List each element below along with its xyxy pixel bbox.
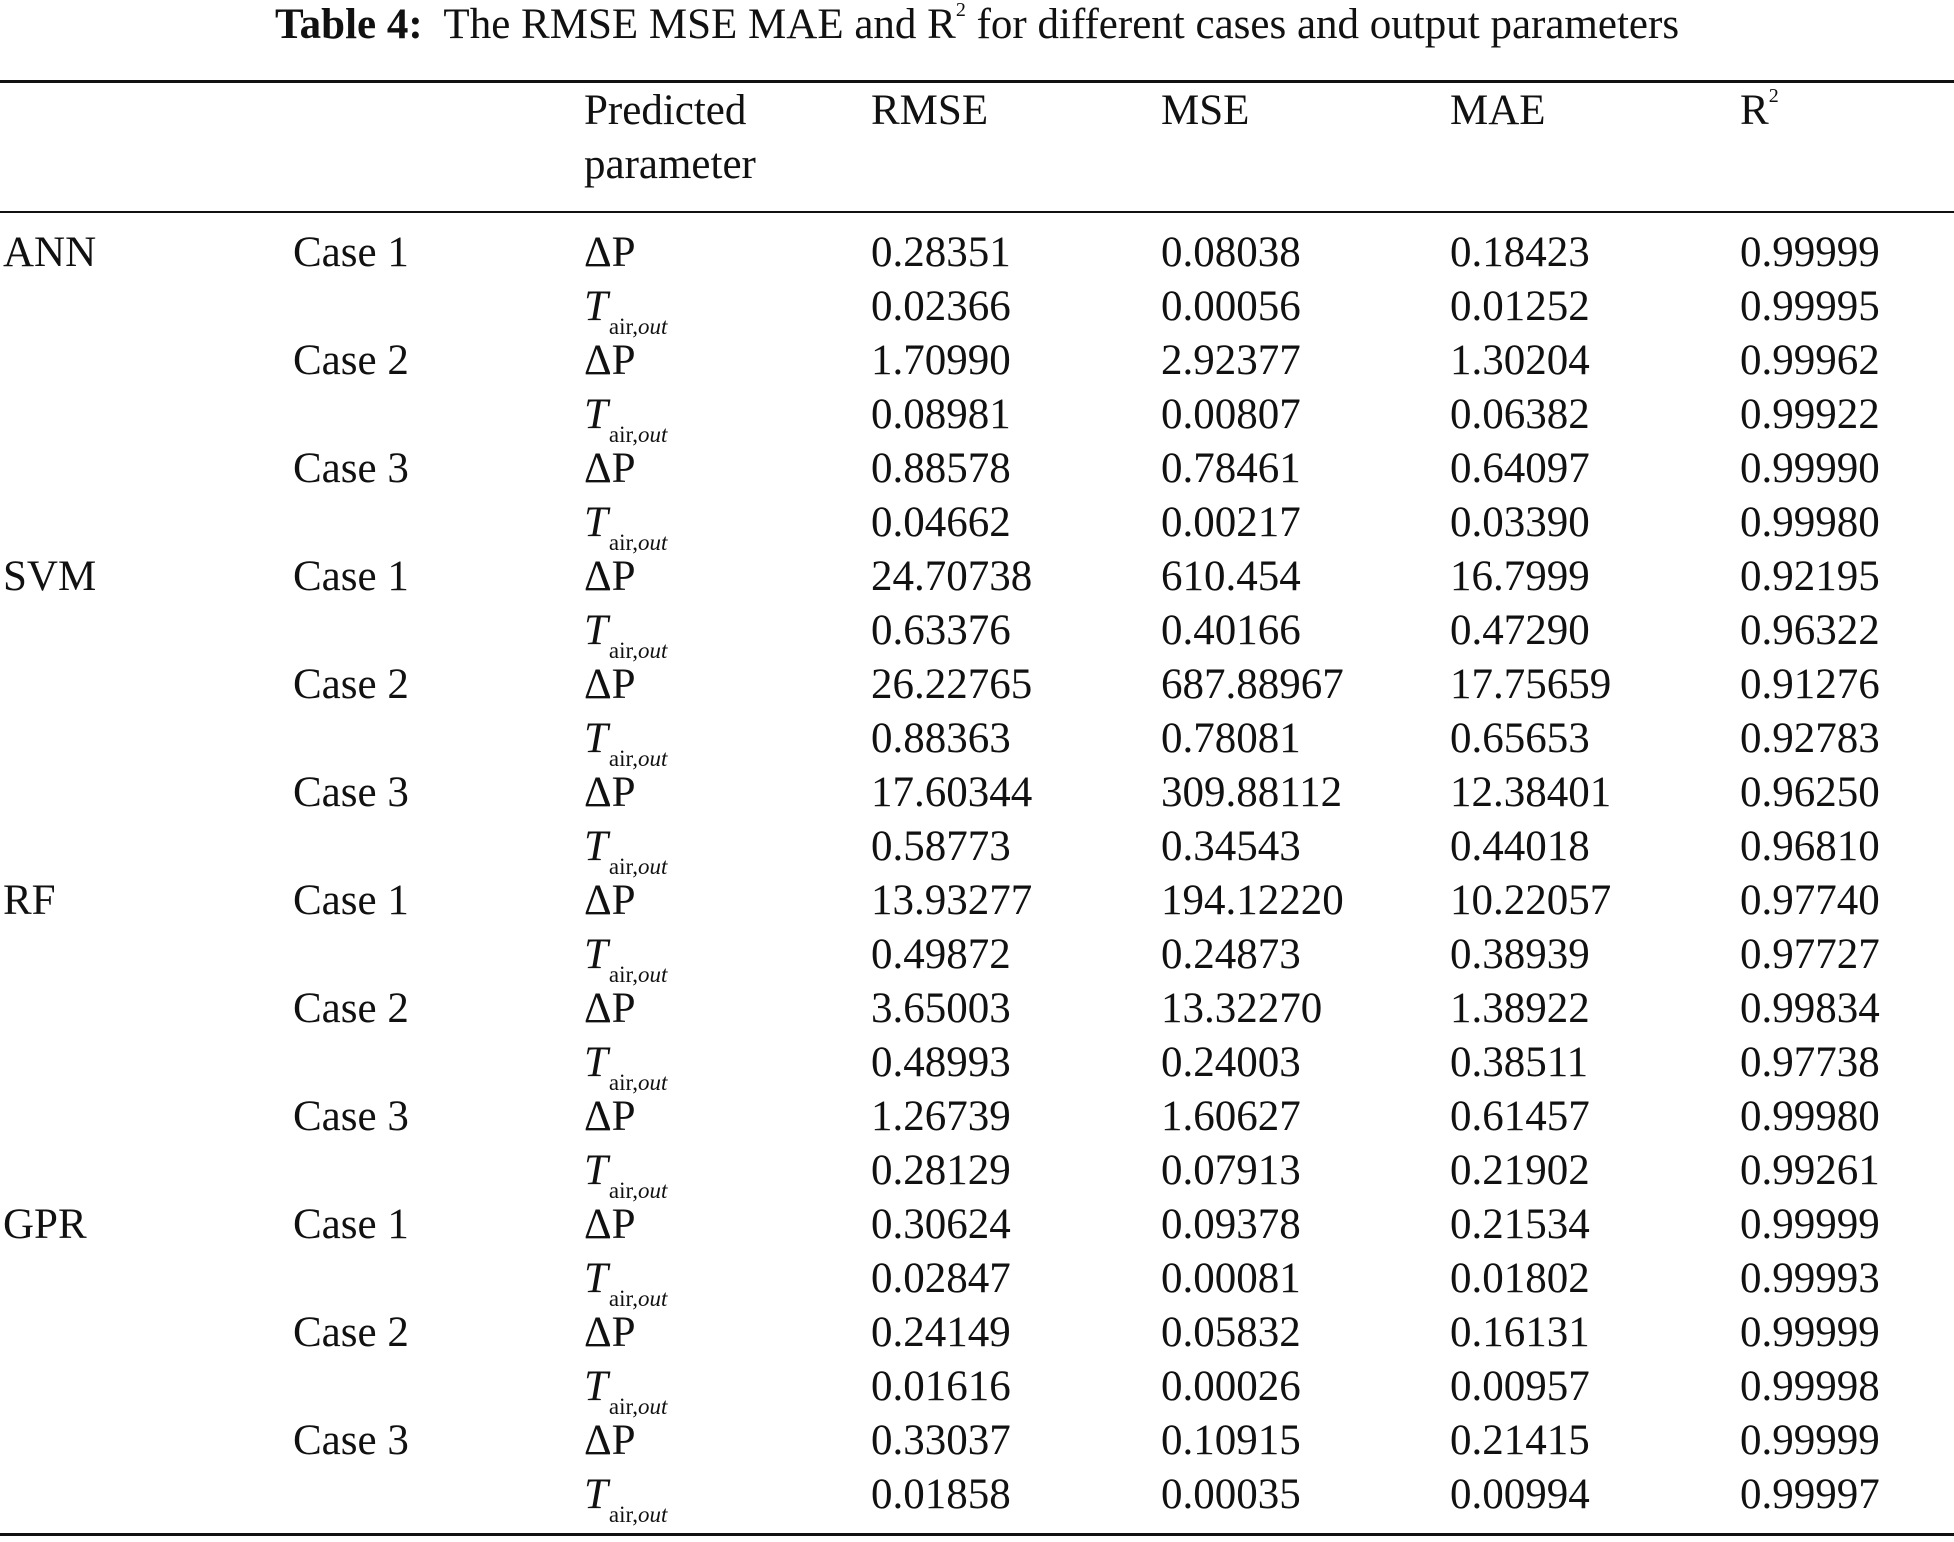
mae-cell: 1.38922 bbox=[1450, 985, 1590, 1032]
air-outlet-temp-line bbox=[0, 1144, 1954, 1203]
rmse-cell: 1.70990 bbox=[871, 337, 1011, 384]
t-subscript-italic: out bbox=[638, 422, 668, 447]
case-cell: Case 2 bbox=[293, 337, 409, 384]
pressure-drop-line bbox=[0, 982, 1954, 1036]
pressure-drop-line bbox=[0, 334, 1954, 388]
r2-cell: 0.91276 bbox=[1740, 661, 1880, 708]
t-subscript-italic: out bbox=[638, 962, 668, 987]
case-cell: Case 1 bbox=[293, 553, 409, 600]
rmse-cell: 0.04662 bbox=[871, 499, 1011, 546]
rmse-cell: 13.93277 bbox=[871, 877, 1033, 924]
t-subscript-italic: out bbox=[638, 854, 668, 879]
r2-cell: 0.99999 bbox=[1740, 1309, 1880, 1356]
mse-cell: 0.34543 bbox=[1161, 823, 1301, 870]
param-cell-dp: ΔP bbox=[584, 337, 636, 384]
rmse-cell: 24.70738 bbox=[871, 553, 1033, 600]
rmse-cell: 0.02366 bbox=[871, 283, 1011, 330]
mse-cell: 2.92377 bbox=[1161, 337, 1301, 384]
mae-cell: 17.75659 bbox=[1450, 661, 1612, 708]
t-subscript-plain: air, bbox=[608, 1502, 639, 1527]
mse-cell: 0.07913 bbox=[1161, 1147, 1301, 1194]
case-cell: Case 2 bbox=[293, 1309, 409, 1356]
pressure-drop-line bbox=[0, 766, 1954, 820]
r2-cell: 0.99998 bbox=[1740, 1363, 1880, 1410]
caption-text-end: for different cases and output parameters bbox=[965, 1, 1680, 48]
t-subscript-italic: out bbox=[638, 1394, 668, 1419]
t-symbol: T bbox=[584, 1471, 608, 1518]
mae-cell: 0.16131 bbox=[1450, 1309, 1590, 1356]
param-cell-t bbox=[584, 1360, 667, 1420]
t-symbol: T bbox=[584, 607, 608, 654]
mae-cell: 0.03390 bbox=[1450, 499, 1590, 546]
case-cell: Case 3 bbox=[293, 1417, 409, 1464]
t-symbol: T bbox=[584, 283, 608, 330]
mse-cell: 0.00056 bbox=[1161, 283, 1301, 330]
rmse-cell: 1.26739 bbox=[871, 1093, 1011, 1140]
mse-cell: 0.24873 bbox=[1161, 931, 1301, 978]
param-cell-t bbox=[584, 280, 667, 340]
r2-cell: 0.99999 bbox=[1740, 1201, 1880, 1248]
rmse-cell: 0.88363 bbox=[871, 715, 1011, 762]
mse-cell: 610.454 bbox=[1161, 553, 1301, 600]
mae-cell: 0.21534 bbox=[1450, 1201, 1590, 1248]
r2-cell: 0.92195 bbox=[1740, 553, 1880, 600]
air-outlet-temp-line bbox=[0, 604, 1954, 663]
mse-cell: 0.78081 bbox=[1161, 715, 1301, 762]
t-subscript-italic: out bbox=[638, 314, 668, 339]
r2-cell: 0.99962 bbox=[1740, 337, 1880, 384]
t-subscript-plain: air, bbox=[608, 638, 639, 663]
mae-cell: 0.06382 bbox=[1450, 391, 1590, 438]
table-row bbox=[0, 874, 1954, 987]
bottom-rule bbox=[0, 1533, 1954, 1536]
rmse-cell: 3.65003 bbox=[871, 985, 1011, 1032]
mae-cell: 10.22057 bbox=[1450, 877, 1612, 924]
mse-cell: 0.00081 bbox=[1161, 1255, 1301, 1302]
mae-cell: 0.21902 bbox=[1450, 1147, 1590, 1194]
air-outlet-temp-line bbox=[0, 712, 1954, 771]
table-row bbox=[0, 1198, 1954, 1311]
param-cell-t bbox=[584, 496, 667, 556]
t-symbol: T bbox=[584, 391, 608, 438]
param-cell-dp: ΔP bbox=[584, 1093, 636, 1140]
mse-cell: 0.24003 bbox=[1161, 1039, 1301, 1086]
r2-cell: 0.96810 bbox=[1740, 823, 1880, 870]
t-symbol: T bbox=[584, 715, 608, 762]
rmse-cell: 0.02847 bbox=[871, 1255, 1011, 1302]
air-outlet-temp-line bbox=[0, 1036, 1954, 1095]
mse-cell: 13.32270 bbox=[1161, 985, 1323, 1032]
table-row bbox=[0, 766, 1954, 879]
r2-cell: 0.99993 bbox=[1740, 1255, 1880, 1302]
param-cell-dp: ΔP bbox=[584, 553, 636, 600]
header-mse: MSE bbox=[1161, 87, 1250, 134]
air-outlet-temp-line bbox=[0, 1468, 1954, 1527]
rmse-cell: 0.58773 bbox=[871, 823, 1011, 870]
rmse-cell: 26.22765 bbox=[871, 661, 1033, 708]
table-row bbox=[0, 1414, 1954, 1527]
header-rule bbox=[0, 211, 1954, 213]
rmse-cell: 0.01616 bbox=[871, 1363, 1011, 1410]
r2-cell: 0.99261 bbox=[1740, 1147, 1880, 1194]
header-param-line1: Predicted bbox=[584, 87, 747, 134]
t-subscript-italic: out bbox=[638, 1502, 668, 1527]
r2-cell: 0.92783 bbox=[1740, 715, 1880, 762]
mse-cell: 0.08038 bbox=[1161, 229, 1301, 276]
table-row bbox=[0, 658, 1954, 771]
t-subscript-plain: air, bbox=[608, 530, 639, 555]
rmse-cell: 0.88578 bbox=[871, 445, 1011, 492]
t-symbol: T bbox=[584, 1255, 608, 1302]
param-cell-dp: ΔP bbox=[584, 661, 636, 708]
r2-cell: 0.99980 bbox=[1740, 1093, 1880, 1140]
mae-cell: 0.00994 bbox=[1450, 1471, 1590, 1518]
rmse-cell: 0.30624 bbox=[871, 1201, 1011, 1248]
air-outlet-temp-line bbox=[0, 1252, 1954, 1311]
r2-cell: 0.97727 bbox=[1740, 931, 1880, 978]
mae-cell: 12.38401 bbox=[1450, 769, 1612, 816]
param-cell-dp: ΔP bbox=[584, 1309, 636, 1356]
rmse-cell: 0.08981 bbox=[871, 391, 1011, 438]
pressure-drop-line bbox=[0, 658, 1954, 712]
r2-cell: 0.99980 bbox=[1740, 499, 1880, 546]
header-predicted-parameter bbox=[584, 84, 756, 192]
t-subscript-italic: out bbox=[638, 746, 668, 771]
mse-cell: 0.09378 bbox=[1161, 1201, 1301, 1248]
table-row bbox=[0, 550, 1954, 663]
case-cell: Case 3 bbox=[293, 1093, 409, 1140]
param-cell-t bbox=[584, 928, 667, 988]
table-row bbox=[0, 1306, 1954, 1419]
param-cell-dp: ΔP bbox=[584, 877, 636, 924]
mse-cell: 0.78461 bbox=[1161, 445, 1301, 492]
header-r2-sup: 2 bbox=[1768, 85, 1779, 107]
mae-cell: 0.64097 bbox=[1450, 445, 1590, 492]
t-subscript-plain: air, bbox=[608, 746, 639, 771]
t-subscript-italic: out bbox=[638, 1286, 668, 1311]
r2-cell: 0.99999 bbox=[1740, 229, 1880, 276]
mae-cell: 0.18423 bbox=[1450, 229, 1590, 276]
rmse-cell: 0.28129 bbox=[871, 1147, 1011, 1194]
rmse-cell: 0.48993 bbox=[871, 1039, 1011, 1086]
pressure-drop-line bbox=[0, 1198, 1954, 1252]
header-rmse: RMSE bbox=[871, 87, 989, 134]
air-outlet-temp-line bbox=[0, 388, 1954, 447]
model-cell: ANN bbox=[3, 229, 97, 276]
case-cell: Case 1 bbox=[293, 229, 409, 276]
caption-text: The RMSE MSE MAE and R bbox=[443, 1, 956, 48]
mse-cell: 0.00217 bbox=[1161, 499, 1301, 546]
r2-cell: 0.97740 bbox=[1740, 877, 1880, 924]
mse-cell: 687.88967 bbox=[1161, 661, 1344, 708]
rmse-cell: 0.24149 bbox=[871, 1309, 1011, 1356]
case-cell: Case 1 bbox=[293, 877, 409, 924]
model-cell: SVM bbox=[3, 553, 97, 600]
mae-cell: 0.61457 bbox=[1450, 1093, 1590, 1140]
mae-cell: 16.7999 bbox=[1450, 553, 1590, 600]
t-subscript-italic: out bbox=[638, 1178, 668, 1203]
table-row bbox=[0, 334, 1954, 447]
mae-cell: 0.00957 bbox=[1450, 1363, 1590, 1410]
table-body bbox=[0, 226, 1954, 1527]
pressure-drop-line bbox=[0, 1414, 1954, 1468]
mse-cell: 0.40166 bbox=[1161, 607, 1301, 654]
r2-cell: 0.96322 bbox=[1740, 607, 1880, 654]
air-outlet-temp-line bbox=[0, 928, 1954, 987]
t-symbol: T bbox=[584, 499, 608, 546]
mse-cell: 194.12220 bbox=[1161, 877, 1344, 924]
param-cell-dp: ΔP bbox=[584, 1201, 636, 1248]
t-subscript-plain: air, bbox=[608, 1286, 639, 1311]
table-row bbox=[0, 982, 1954, 1095]
pressure-drop-line bbox=[0, 442, 1954, 496]
t-subscript-italic: out bbox=[638, 1070, 668, 1095]
r2-cell: 0.99999 bbox=[1740, 1417, 1880, 1464]
rmse-cell: 0.49872 bbox=[871, 931, 1011, 978]
param-cell-dp: ΔP bbox=[584, 769, 636, 816]
r2-cell: 0.99834 bbox=[1740, 985, 1880, 1032]
mae-cell: 0.47290 bbox=[1450, 607, 1590, 654]
air-outlet-temp-line bbox=[0, 1360, 1954, 1419]
table-label: Table 4: bbox=[274, 1, 423, 48]
t-subscript-plain: air, bbox=[608, 1178, 639, 1203]
mse-cell: 1.60627 bbox=[1161, 1093, 1301, 1140]
rmse-cell: 0.28351 bbox=[871, 229, 1011, 276]
param-cell-t bbox=[584, 712, 667, 772]
pressure-drop-line bbox=[0, 1306, 1954, 1360]
mae-cell: 0.65653 bbox=[1450, 715, 1590, 762]
model-cell: RF bbox=[3, 877, 56, 924]
pressure-drop-line bbox=[0, 550, 1954, 604]
table-row bbox=[0, 442, 1954, 555]
param-cell-t bbox=[584, 1468, 667, 1528]
case-cell: Case 3 bbox=[293, 769, 409, 816]
table-row bbox=[0, 226, 1954, 339]
model-cell: GPR bbox=[3, 1201, 87, 1248]
air-outlet-temp-line bbox=[0, 280, 1954, 339]
t-subscript-plain: air, bbox=[608, 962, 639, 987]
case-cell: Case 1 bbox=[293, 1201, 409, 1248]
param-cell-dp: ΔP bbox=[584, 445, 636, 492]
param-cell-t bbox=[584, 1144, 667, 1204]
case-cell: Case 3 bbox=[293, 445, 409, 492]
mse-cell: 0.00807 bbox=[1161, 391, 1301, 438]
pressure-drop-line bbox=[0, 874, 1954, 928]
top-rule bbox=[0, 80, 1954, 83]
rmse-cell: 0.01858 bbox=[871, 1471, 1011, 1518]
r2-cell: 0.99990 bbox=[1740, 445, 1880, 492]
header-r2 bbox=[1740, 84, 1779, 138]
t-symbol: T bbox=[584, 1147, 608, 1194]
param-cell-t bbox=[584, 388, 667, 448]
t-subscript bbox=[609, 1502, 667, 1527]
case-cell: Case 2 bbox=[293, 661, 409, 708]
t-subscript-italic: out bbox=[638, 638, 668, 663]
mae-cell: 0.01802 bbox=[1450, 1255, 1590, 1302]
param-cell-dp: ΔP bbox=[584, 985, 636, 1032]
rmse-cell: 0.33037 bbox=[871, 1417, 1011, 1464]
r2-cell: 0.99922 bbox=[1740, 391, 1880, 438]
t-symbol: T bbox=[584, 1363, 608, 1410]
param-cell-dp: ΔP bbox=[584, 229, 636, 276]
header-param-line2: parameter bbox=[584, 141, 756, 188]
mae-cell: 0.44018 bbox=[1450, 823, 1590, 870]
table-row bbox=[0, 1090, 1954, 1203]
mae-cell: 0.01252 bbox=[1450, 283, 1590, 330]
pressure-drop-line bbox=[0, 1090, 1954, 1144]
case-cell: Case 2 bbox=[293, 985, 409, 1032]
param-cell-t bbox=[584, 1252, 667, 1312]
air-outlet-temp-line bbox=[0, 820, 1954, 879]
t-symbol: T bbox=[584, 823, 608, 870]
rmse-cell: 17.60344 bbox=[871, 769, 1033, 816]
rmse-cell: 0.63376 bbox=[871, 607, 1011, 654]
r2-cell: 0.97738 bbox=[1740, 1039, 1880, 1086]
header-mae: MAE bbox=[1450, 87, 1546, 134]
t-subscript-plain: air, bbox=[608, 854, 639, 879]
mae-cell: 0.38511 bbox=[1450, 1039, 1589, 1086]
t-subscript-plain: air, bbox=[608, 1394, 639, 1419]
t-symbol: T bbox=[584, 1039, 608, 1086]
t-subscript-plain: air, bbox=[608, 314, 639, 339]
t-symbol: T bbox=[584, 931, 608, 978]
mse-cell: 0.05832 bbox=[1161, 1309, 1301, 1356]
mse-cell: 0.10915 bbox=[1161, 1417, 1301, 1464]
mse-cell: 309.88112 bbox=[1161, 769, 1343, 816]
param-cell-t bbox=[584, 604, 667, 664]
header-r2-base: R bbox=[1740, 87, 1769, 134]
mse-cell: 0.00026 bbox=[1161, 1363, 1301, 1410]
t-subscript-plain: air, bbox=[608, 1070, 639, 1095]
r2-cell: 0.96250 bbox=[1740, 769, 1880, 816]
param-cell-t bbox=[584, 820, 667, 880]
table-caption bbox=[0, 0, 1954, 54]
param-cell-t bbox=[584, 1036, 667, 1096]
mse-cell: 0.00035 bbox=[1161, 1471, 1301, 1518]
caption-superscript: 2 bbox=[955, 0, 966, 21]
r2-cell: 0.99995 bbox=[1740, 283, 1880, 330]
param-cell-dp: ΔP bbox=[584, 1417, 636, 1464]
mae-cell: 1.30204 bbox=[1450, 337, 1590, 384]
t-subscript-plain: air, bbox=[608, 422, 639, 447]
air-outlet-temp-line bbox=[0, 496, 1954, 555]
t-subscript-italic: out bbox=[638, 530, 668, 555]
mae-cell: 0.21415 bbox=[1450, 1417, 1590, 1464]
pressure-drop-line bbox=[0, 226, 1954, 280]
r2-cell: 0.99997 bbox=[1740, 1471, 1880, 1518]
mae-cell: 0.38939 bbox=[1450, 931, 1590, 978]
